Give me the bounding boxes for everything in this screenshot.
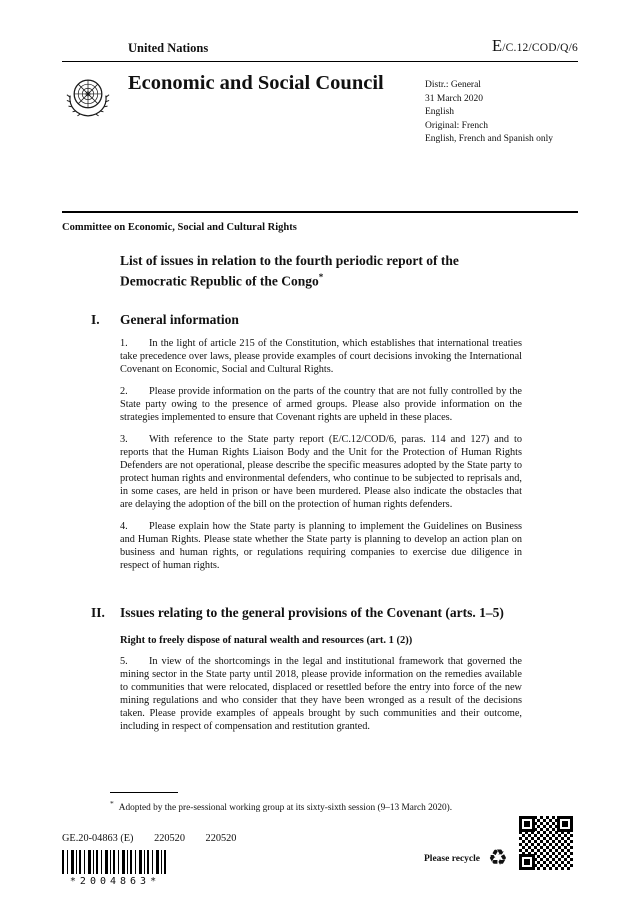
section-general-information xyxy=(0,311,640,572)
section-issues-covenant xyxy=(0,604,640,733)
section-numeral: I. xyxy=(91,312,100,327)
issue-code-2: 220520 xyxy=(205,833,237,844)
footnote-body: Adopted by the pre-sessional working group at its sixty-sixth session (9–13 March 2020). xyxy=(118,803,453,814)
doc-info-block xyxy=(425,72,578,147)
paragraph-number: 1. xyxy=(120,338,128,349)
title-footnote-marker: * xyxy=(318,271,324,282)
paragraph-2 xyxy=(120,385,522,424)
footnote-block xyxy=(110,792,550,814)
paragraph-text: Please provide information on the parts of the country that are not fully controlled by the State party owing to the presence of armed groups. Please also provide information on the strategies implemented to ensure that Covenant rights are upheld in these places. xyxy=(120,386,522,423)
paragraph-number: 2. xyxy=(120,386,128,397)
paragraph-text: With reference to the State party report (E/C.12/COD/6, paras. 114 and 127) and to reports that the Human Rights Liaison Body and the Unit for the Protection of Human Rights Defenders are not operational, please describe the specific measures adopted by the State party to protect human rights and environmental defenders, who continue to be subjected to reprisals and, in some cases, are held in prison or have been murdered. Please also indicate the obstacles that are delaying the adoption of the bill on the protection of human rights defenders. xyxy=(120,434,522,510)
paragraph-4 xyxy=(120,520,522,572)
recycle-label: Please recycle xyxy=(424,854,480,864)
paragraph-number: 5. xyxy=(120,656,128,667)
un-emblem-icon xyxy=(62,72,114,124)
header-rule xyxy=(62,211,578,213)
barcode xyxy=(62,850,166,874)
paragraph-3 xyxy=(120,433,522,511)
doc-symbol-rest: /C.12/COD/Q/6 xyxy=(502,42,578,54)
section-title: General information xyxy=(120,312,239,327)
section-heading xyxy=(91,604,640,621)
ge-number: GE.20-04863 (E) xyxy=(62,833,134,844)
original-line: Original: French xyxy=(425,120,489,131)
section-heading xyxy=(91,311,640,328)
barcode-label: *2004863* xyxy=(69,876,161,887)
qr-finder-top-left xyxy=(519,816,535,832)
paragraph-text: Please explain how the State party is planning to implement the Guidelines on Business and Human Rights. Please state whether the State party is planning to develop an action plan on business and human rights, or regulations requiring companies to exercise due diligence in respect of human rights. xyxy=(120,521,522,571)
date-line: 31 March 2020 xyxy=(425,93,484,104)
document-header xyxy=(62,72,578,147)
language-line: English xyxy=(425,107,455,117)
qr-finder-top-right xyxy=(557,816,573,832)
doc-symbol-prefix: E xyxy=(491,36,503,55)
qr-finder-bottom-left xyxy=(519,854,535,870)
footnote-marker: * xyxy=(110,799,114,808)
paragraph-1 xyxy=(120,337,522,376)
sub-heading-natural-wealth: Right to freely dispose of natural wealth and resources (art. 1 (2)) xyxy=(120,635,413,646)
section-numeral: II. xyxy=(91,605,105,620)
org-name: United Nations xyxy=(128,41,209,55)
paragraph-number: 3. xyxy=(120,434,128,445)
recycle-block xyxy=(424,848,508,870)
doc-symbol xyxy=(492,36,578,56)
paragraph-number: 4. xyxy=(120,521,128,532)
qr-code xyxy=(519,816,573,870)
paragraph-5 xyxy=(120,655,522,733)
masthead xyxy=(62,36,578,62)
distr-line: Distr.: General xyxy=(425,80,481,90)
recycle-icon: ♻ xyxy=(488,846,508,871)
committee-name: Committee on Economic, Social and Cultural Rights xyxy=(62,221,297,233)
footnote-rule xyxy=(110,792,178,793)
council-title: Economic and Social Council xyxy=(128,72,384,94)
languages-note: English, French and Spanish only xyxy=(425,134,553,144)
issue-code-1: 220520 xyxy=(154,833,185,844)
paragraph-text: In view of the shortcomings in the legal and institutional framework that governed the mining sector in the State party until 2018, please provide information on the remedies available to communities that were relocated, displaced or resettled before the entry into force of the new mining regulations and who consider that they have been wronged as a result of the decisions taken. Please provide examples of appeals brought by such communities and their outcome, including in respect of compensation and restitution granted. xyxy=(120,656,522,732)
document-title xyxy=(120,252,520,290)
ge-number-line xyxy=(62,833,236,844)
section-title: Issues relating to the general provisions of the Covenant (arts. 1–5) xyxy=(120,605,504,620)
paragraph-text: In the light of article 215 of the Constitution, which establishes that international treaties take precedence over laws, please provide examples of court decisions invoking the International Covenant on Economic, Social and Cultural Rights. xyxy=(120,338,522,375)
document-title-text: List of issues in relation to the fourth periodic report of the Democratic Republic of the Congo xyxy=(120,252,459,288)
footnote-text xyxy=(110,798,550,814)
